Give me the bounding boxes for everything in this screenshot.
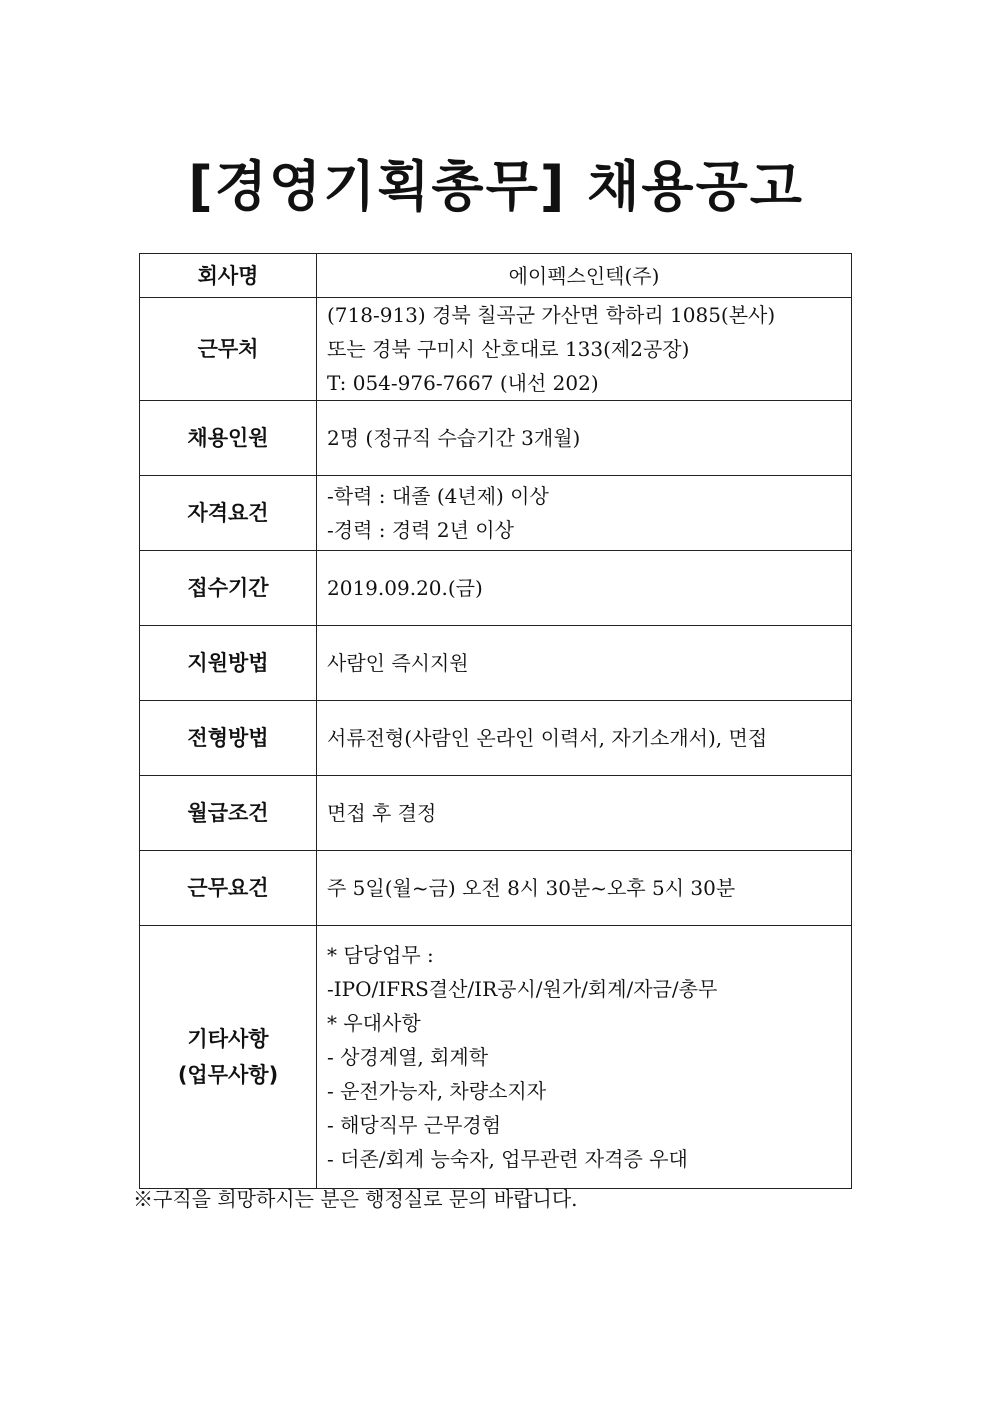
value-line: 면접 후 결정 — [327, 801, 437, 825]
row-label-application-period: 접수기간 — [140, 551, 317, 626]
table-row — [140, 476, 852, 551]
table-row — [140, 851, 852, 926]
value-line: -IPO/IFRS결산/IR공시/원가/회계/자금/총무 — [327, 977, 718, 1001]
value-line: -학력 : 대졸 (4년제) 이상 — [327, 484, 549, 508]
page-title: [경영기획총무] 채용공고 — [188, 155, 804, 218]
value-line: - 운전가능자, 차량소지자 — [327, 1079, 547, 1103]
value-line: * 우대사항 — [327, 1011, 421, 1035]
row-label-work-conditions: 근무요건 — [140, 851, 317, 926]
job-posting-table — [139, 253, 852, 1189]
row-label-qualifications: 자격요건 — [140, 476, 317, 551]
table-row — [140, 401, 852, 476]
row-value-headcount — [317, 401, 852, 476]
value-line: 2019.09.20.(금) — [327, 576, 483, 600]
row-label-apply-method: 지원방법 — [140, 626, 317, 701]
table-row — [140, 254, 852, 298]
table-row — [140, 776, 852, 851]
row-value-qualifications — [317, 476, 852, 551]
value-line: T: 054-976-7667 (내선 202) — [327, 371, 599, 395]
row-label-selection-process: 전형방법 — [140, 701, 317, 776]
row-label-workplace: 근무처 — [140, 298, 317, 401]
value-line: 2명 (정규직 수습기간 3개월) — [327, 426, 581, 450]
value-line: -경력 : 경력 2년 이상 — [327, 518, 514, 542]
footnote: ※구직을 희망하시는 분은 행정실로 문의 바랍니다. — [133, 1187, 578, 1211]
row-value-selection-process — [317, 701, 852, 776]
row-value-workplace — [317, 298, 852, 401]
row-label-headcount: 채용인원 — [140, 401, 317, 476]
value-line: 서류전형(사람인 온라인 이력서, 자기소개서), 면접 — [327, 726, 768, 750]
value-line: 또는 경북 구미시 산호대로 133(제2공장) — [327, 337, 690, 361]
row-value-company — [317, 254, 852, 298]
label-line: 기타사항 — [187, 1027, 269, 1051]
table-row — [140, 298, 852, 401]
label-line: (업무사항) — [177, 1063, 279, 1087]
row-label-salary: 월급조건 — [140, 776, 317, 851]
row-value-application-period — [317, 551, 852, 626]
table-row — [140, 701, 852, 776]
value-line: 사람인 즉시지원 — [327, 651, 469, 675]
value-line: - 해당직무 근무경험 — [327, 1113, 502, 1137]
value-line: 주 5일(월~금) 오전 8시 30분~오후 5시 30분 — [327, 876, 736, 900]
row-value-other — [317, 926, 852, 1189]
row-value-work-conditions — [317, 851, 852, 926]
value-line: 에이펙스인텍(주) — [508, 263, 660, 288]
row-value-apply-method — [317, 626, 852, 701]
row-label-other — [140, 926, 317, 1189]
value-line: * 담당업무 : — [327, 943, 434, 967]
table-row — [140, 551, 852, 626]
table-row — [140, 626, 852, 701]
value-line: - 상경계열, 회계학 — [327, 1045, 489, 1069]
row-label-company: 회사명 — [140, 254, 317, 298]
value-line: - 더존/회계 능숙자, 업무관련 자격증 우대 — [327, 1147, 688, 1171]
value-line: (718-913) 경북 칠곡군 가산면 학하리 1085(본사) — [327, 303, 776, 327]
row-value-salary — [317, 776, 852, 851]
table-row — [140, 926, 852, 1189]
